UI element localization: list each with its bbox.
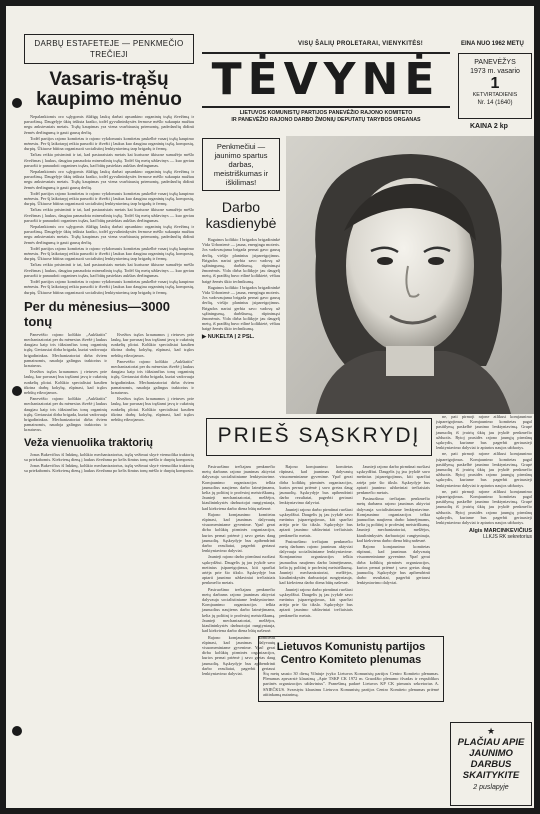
paragraph: Rajono komjaunimo komitetas rūpinasi, kad jaunimas dalyvautų visuomeniniame gyvenime. Ypač gerai dirba kolūkių pirminės organizacijos, kurios pernai priėmė į savo gretas daug jaunuolių. Sąskrydyje bus apibendrinti darbo rezultatai, pagerbti geriausi lenktyniavimo dalyviai. xyxy=(202,511,276,554)
slogan: VISŲ ŠALIŲ PROLETARAI, VIENYKITĖS! xyxy=(298,41,424,47)
paragraph: Išvežtos trąšos kraunamos į rietuves prie laukų, kur pavasarį bus tręšiami javų ir cukrinių runkelių plotai. Kolūkio specialistai kasdien tikrina darbų kokybę, rūpinasi, kad trąšos nebūtų eikvojamos. xyxy=(111,331,194,358)
right-column xyxy=(436,414,532,540)
portrait-photo xyxy=(286,136,534,414)
paragraph: Jonas Bukevičius iš Inkūnų, kolūkio mechanizatorius, trąšų vežimui skyrė vienuolika traktorių su priekabomis. Kiekvieną dieną į laukus išvežama po kelis šimtus tonų mėšlo ir durpių komposto. xyxy=(24,451,194,462)
paragraph: Rajono komjaunimo komitetas rūpinasi, kad jaunimas dalyvautų visuomeniniame gyvenime. Ypač gerai dirba kolūkių pirminės organizacijos, kurios pernai priėmė į savo gretas daug jaunuolių. Sąskrydyje bus apibendrinti darbo rezultatai, pagerbti geriausi lenktyniavimo dalyviai. xyxy=(202,634,276,676)
paragraph: Išvežtos trąšos kraunamos į rietuves prie laukų, kur pavasarį bus tręšiami javų ir cukrinių runkelių plotai. Kolūkio specialistai kasdien tikrina darbų kokybę, rūpinasi, kad trąšos nebūtų eikvojamos. xyxy=(24,369,107,395)
paragraph: Panevėžio rajono kolūkio „Aukštaitis" mechanizatoriai per du mėnesius išvežė į laukus daugiau kaip tris tūkstančius tonų organinių trąšų. Geriausiai dirba brigada, kuriai vadovauja brigadininkas. Mechanizatoriai dirba dviem pamainomis, naudoja galingus traktorius ir krautuvus. xyxy=(111,358,194,395)
feature-box: Penkmečiui — jaunimo spartus darbas, meistriškumas ir iškilimas! xyxy=(202,138,280,191)
left-article-3-body xyxy=(24,452,194,474)
paragraph: Nepalankiomis oro sąlygomis išūžigę laukų darbai apsunkino organinių trąšų išvežimą ir paruošimą. Daugelyje ūkių trūksta kraiko, todėl gyvulininkystės fermose mėšlo sukaupta mažiau negu ankstesniais metais. Trąšų kaupimas yra viena svarbiausių priemonių, padedančių didinti žemės derlingumą ir gauti gausų derlių. xyxy=(24,169,194,190)
paragraph: Tačiau reikia prisiminti ir tai, kad pastaraisiais metais kai kuriuose ūkiuose sumažėjo mėšlo išvežimas į laukus, daugiau panaudota mineralinių trąšų. Todėl šių metų uždavinys — kuo geriau paruošti ir panaudoti organines trąšas, kad būtų pasiektas aukštas derlingumas. xyxy=(24,152,194,168)
paragraph: Jaunieji rajono darbo pirmūnai ruošiasi sąskrydžiui. Daugelis jų jau įvykdė savo metinius įsipareigojimus, kiti sparčiai artėja prie šio tikslo. Sąskrydyje bus aptarti jaunimo uždaviniai trečiaisiais penkmečio metais. xyxy=(279,506,353,538)
text-column xyxy=(111,332,194,434)
newspaper-title: TĖVYNĖ xyxy=(202,52,450,108)
paragraph: Jaunieji rajono darbo pirmūnai ruošiasi sąskrydžiui. Daugelis jų jau įvykdė savo metinius įsipareigojimus, kiti sparčiai artėja prie šio tikslo. Sąskrydyje bus aptarti jaunimo uždaviniai trečiaisiais penkmečio metais. xyxy=(356,464,430,496)
punch-hole xyxy=(12,386,22,396)
plenum-box xyxy=(258,636,444,702)
paragraph: Rajono komjaunimo komitetas rūpinasi, kad jaunimas dalyvautų visuomeniniame gyvenime. Ypač gerai dirba kolūkių pirminės organizacijos, kurios pernai priėmė į savo gretas daug jaunuolių. Sąskrydyje bus apibendrinti darbo rezultatai, pagerbti geriausi lenktyniavimo dalyviai. xyxy=(356,544,430,586)
issue-number: Nr. 14 (1640) xyxy=(477,100,513,106)
price-label: KAINA 2 kp xyxy=(470,123,508,130)
feature-column xyxy=(202,138,280,340)
paragraph: Rajono komjaunimo komitetas rūpinasi, kad jaunimas dalyvautų visuomeniniame gyvenime. Ypač gerai dirba kolūkių pirminės organizacijos, kurios pernai priėmė į savo gretas daug jaunuolių. Sąskrydyje bus apibendrinti darbo rezultatai, pagerbti geriausi lenktyniavimo dalyviai. xyxy=(279,464,353,506)
issue-box xyxy=(458,53,532,119)
paragraph: Pasiruošimo trečiajam penkmečio metų darbams rajono jaunimas aktyviai dalyvauja socialistiniame lenktyniavime. Komjaunimo organizacijos telkia jaunuolius naujiems darbo laimėjimams, kelia jų politinį ir profesinį meistriškumą. Jaunieji mechanizatoriai, melžėjos, kiaulininkystės darbuotojai rungtyniauja, kad kiekviena darbo diena būtų našesnė. xyxy=(202,464,276,511)
relay-box: DARBŲ ESTAFETEJE — PENKMEČIO TREČIEJI xyxy=(24,34,194,64)
left-headline: Vasaris-trąšų kaupimo mėnuo xyxy=(36,69,182,110)
paragraph: Nepalankiomis oro sąlygomis išūžigę laukų darbai apsunkino organinių trąšų išvežimą ir paruošimą. Daugelyje ūkių trūksta kraiko, todėl gyvulininkystės fermose mėšlo sukaupta mažiau negu ankstesniais metais. Trąšų kaupimas yra viena svarbiausių priemonių, padedančių didinti žemės derlingumą ir gauti gausų derlių. xyxy=(24,114,194,135)
paragraph: Todėl partijos rajono komitetas ir rajono vykdomasis komitetas paskelbė vasarį trąšų kaupimo mėnesiu. Per šį laikotarpį reikia paruošti ir išvežti į laukus kuo daugiau organinių trąšų, kompostų, durpių. Ūkiuose būtina organizuoti socialistinį lenktyniavimą tarp brigadų ir fermų. xyxy=(24,245,194,262)
signature-role: LLKJS RK sekretorius xyxy=(483,534,532,541)
issue-city: PANEVĖŽYS xyxy=(474,59,516,66)
masthead-subtitle-2: IR PANEVĖŽIO RAJONO DARBO ŽMONIŲ DEPUTATŲ TARYBOS ORGANAS xyxy=(231,117,421,123)
paragraph: Pasiruošimo trečiajam penkmečio metų darbams rajono jaunimas aktyviai dalyvauja socialistiniame lenktyniavime. Komjaunimo organizacijos telkia jaunuolius naujiems darbo laimėjimams, kelia jų politinį ir profesinį meistriškumą. Jaunieji mechanizatoriai, melžėjos, kiaulininkystės darbuotojai rungtyniauja, kad kiekviena darbo diena būtų našesnė. xyxy=(279,538,353,586)
paragraph: Tačiau reikia prisiminti ir tai, kad pastaraisiais metais kai kuriuose ūkiuose sumažėjo mėšlo išvežimas į laukus, daugiau panaudota mineralinių trąšų. Todėl šių metų uždavinys — kuo geriau paruošti ir panaudoti organines trąšas, kad būtų pasiektas aukštas derlingumas. xyxy=(24,207,194,223)
punch-hole xyxy=(12,726,22,736)
paragraph: Todėl partijos rajono komitetas ir rajono vykdomasis komitetas paskelbė vasarį trąšų kaupimo mėnesiu. Per šį laikotarpį reikia paruošti ir išvežti į laukus kuo daugiau organinių trąšų, kompostų, durpių. Ūkiuose būtina organizuoti socialistinį lenktyniavimą tarp brigadų ir fermų. xyxy=(24,279,194,295)
paragraph: Jaunieji rajono darbo pirmūnai ruošiasi sąskrydžiui. Daugelis jų jau įvykdė savo metinius įsipareigojimus, kiti sparčiai artėja prie šio tikslo. Sąskrydyje bus aptarti jaunimo uždaviniai trečiaisiais penkmečio metais. xyxy=(202,554,276,586)
paragraph: ne, pati pirmoji rajone atlikusi komjaunimo įsipareigojimus. Komjaunimo komitetas pagal pasiūlymą paskelbė jaunimo lenktyniavimą. Grupė jaunuolių iš įvairių ūkių jau įvykdė penkmečio užduotis. Rytoj prasidės rajono jaunųjų pirmūnų sąskrydis, kuriame bus pagerbti geriausieji lenktyniavimo dalyviai ir aptartos naujos užduotys. xyxy=(436,488,532,526)
paragraph: Todėl partijos rajono komitetas ir rajono vykdomasis komitetas paskelbė vasarį trąšų kaupimo mėnesiu. Per šį laikotarpį reikia paruošti ir išvežti į laukus kuo daugiau organinių trąšų, kompostų, durpių. Ūkiuose būtina organizuoti socialistinį lenktyniavimą tarp brigadų ir fermų. xyxy=(24,190,194,207)
left-article-body xyxy=(24,114,194,295)
paragraph: Panevėžio rajono kolūkio „Aukštaitis" mechanizatoriai per du mėnesius išvežė į laukus daugiau kaip tris tūkstančius tonų organinių trąšų. Geriausiai dirba brigada, kuriai vadovauja brigadininkas. Mechanizatoriai dirba dviem pamainomis, naudoja galingus traktorius ir krautuvus. xyxy=(24,396,107,433)
article-signature: Algis MARCINKEVIČIUS xyxy=(469,528,532,535)
masthead xyxy=(202,52,450,124)
paragraph: Išvežtos trąšos kraunamos į rietuves prie laukų, kur pavasarį bus tręšiami javų ir cukrinių runkelių plotai. Kolūkio specialistai kasdien tikrina darbų kokybę, rūpinasi, kad trąšos nebūtų eikvojamos. xyxy=(111,396,194,422)
paragraph: Pasiruošimo trečiajam penkmečio metų darbams rajono jaunimas aktyviai dalyvauja socialistiniame lenktyniavime. Komjaunimo organizacijos telkia jaunuolius naujiems darbo laimėjimams, kelia jų politinį ir profesinį meistriškumą. Jaunieji mechanizatoriai, melžėjos, kiaulininkystės darbuotojai rungtyniauja, kad kiekviena darbo diena būtų našesnė. xyxy=(202,586,276,634)
text-column xyxy=(24,332,107,434)
newspaper-page xyxy=(6,6,534,808)
main-headline: PRIEŠ SĄSKRYDĮ xyxy=(206,418,432,456)
left-two-columns xyxy=(24,332,194,434)
left-headline-2: Per du mėnesius—3000 tonų xyxy=(24,298,170,329)
feature-title: Darbo kasdienybė xyxy=(205,199,277,231)
paragraph: Pasiruošimo trečiajam penkmečio metų darbams rajono jaunimas aktyviai dalyvauja socialistiniame lenktyniavime. Komjaunimo organizacijos telkia jaunuolius naujiems darbo laimėjimams, kelia jų politinį ir profesinį meistriškumą. Jaunieji mechanizatoriai, melžėjos, kiaulininkystės darbuotojai rungtyniauja, kad kiekviena darbo diena būtų našesnė. xyxy=(356,496,430,543)
issue-weekday: KETVIRTADIENIS xyxy=(472,92,518,98)
promo-text: PLAČIAU APIE JAUNIMO DARBUS SKAITYKITE xyxy=(457,737,525,781)
paragraph: Tačiau reikia prisiminti ir tai, kad pastaraisiais metais kai kuriuose ūkiuose sumažėjo mėšlo išvežimas į laukus, daugiau panaudota mineralinių trąšų. Todėl šių metų uždavinys — kuo geriau paruošti ir panaudoti organines trąšas, kad būtų pasiektas aukštas derlingumas. xyxy=(24,262,194,278)
feature-body xyxy=(202,237,280,332)
paragraph: Todėl partijos rajono komitetas ir rajono vykdomasis komitetas paskelbė vasarį trąšų kaupimo mėnesiu. Per šį laikotarpį reikia paruošti ir išvežti į laukus kuo daugiau organinių trąšų, kompostų, durpių. Ūkiuose būtina organizuoti socialistinį lenktyniavimą tarp brigadų ir fermų. xyxy=(24,135,194,152)
plenum-body: Šių metų sausio 30 dieną Vilniuje įvyko Lietuvos Komunistų partijos Centro Komiteto plenumas. Plenumas apsvarstė klausimą „Apie TSKP CK 1972 m. Gruodžio plenumo išvadas ir respublikos partinės organizacijos uždavinius". Pranešimą padarė Lietuvos KP CK pirmasis sekretorius A. SNIEČKUS. Svarstytu klausimu Lietuvos Komunistų partijos Centro Komiteto plenumas priėmė atitinkamą nutarimą. xyxy=(263,671,439,697)
plenum-title: Lietuvos Komunistų partijos Centro Komiteto plenumas xyxy=(276,641,426,666)
masthead-subtitle-1: LIETUVOS KOMUNISTŲ PARTIJOS PANEVĖŽIO RAJONO KOMITETO xyxy=(239,110,413,116)
portrait-image xyxy=(286,136,534,414)
paragraph: Panevėžio rajono kolūkio „Aukštaitis" mechanizatoriai per du mėnesius išvežė į laukus daugiau kaip tris tūkstančius tonų organinių trąšų. Geriausiai dirba brigada, kuriai vadovauja brigadininkas. Mechanizatoriai dirba dviem pamainomis, naudoja galingus traktorius ir krautuvus. xyxy=(24,331,107,368)
issue-day: 1 xyxy=(490,75,500,92)
star-icon: ★ xyxy=(486,726,496,736)
promo-box xyxy=(450,722,532,806)
issue-date: 1973 m. vasario xyxy=(470,68,520,75)
paragraph: Ragainos kolūkio I brigados brigadininkė Vida Urbonienė — jauna, energinga moteris. Jos vadovaujama brigada pernai gavo gausų derlių, viršijo planinius įsipareigojimus. Brigados nariai gerbia savo vadovę už sąžiningumą, darbštumą, rūpinimąsi žmonėmis. Vida dirba kolūkyje jau daugelį metų, iš pradžių buvo eilinė kolūkietė, vėliau baigė žemės ūkio technikumą. xyxy=(202,284,280,332)
paragraph: Jonas Bukevičius iš Inkūnų, kolūkio mechanizatorius, trąšų vežimui skyrė vienuolika traktorių su priekabomis. Kiekvieną dieną į laukus išvežama po kelis šimtus tonų mėšlo ir durpių komposto. xyxy=(24,462,194,474)
paragraph: ne, pati pirmoji rajone atlikusi komjaunimo įsipareigojimus. Komjaunimo komitetas pagal pasiūlymą paskelbė jaunimo lenktyniavimą. Grupė jaunuolių iš įvairių ūkių jau įvykdė penkmečio užduotis. Rytoj prasidės rajono jaunųjų pirmūnų sąskrydis, kuriame bus pagerbti geriausieji lenktyniavimo dalyviai ir aptartos naujos užduotys. xyxy=(436,451,532,488)
paragraph: Ragainos kolūkio I brigados brigadininkė Vida Urbonienė — jauna, energinga moteris. Jos vadovaujama brigada pernai gavo gausų derlių, viršijo planinius įsipareigojimus. Brigados nariai gerbia savo vadovę už sąžiningumą, darbštumą, rūpinimąsi žmonėmis. Vida dirba kolūkyje jau daugelį metų, iš pradžių buvo eilinė kolūkietė, vėliau baigė žemės ūkio technikumą. xyxy=(202,237,280,284)
punch-hole xyxy=(12,98,22,108)
left-column xyxy=(24,34,194,474)
paragraph: Jaunieji rajono darbo pirmūnai ruošiasi sąskrydžiui. Daugelis jų jau įvykdė savo metinius įsipareigojimus, kiti sparčiai artėja prie šio tikslo. Sąskrydyje bus aptarti jaunimo uždaviniai trečiaisiais penkmečio metais. xyxy=(279,586,353,618)
paragraph: Nepalankiomis oro sąlygomis išūžigę laukų darbai apsunkino organinių trąšų išvežimą ir paruošimą. Daugelyje ūkių trūksta kraiko, todėl gyvulininkystės fermose mėšlo sukaupta mažiau negu ankstesniais metais. Trąšų kaupimas yra viena svarbiausių priemonių, padedančių didinti žemės derlingumą ir gauti gausų derlių. xyxy=(24,224,194,245)
text-column xyxy=(436,414,532,525)
left-headline-3: Veža vienuolika traktorių xyxy=(24,436,153,449)
promo-page: 2 puslapyje xyxy=(473,784,509,791)
since-label: EINA NUO 1962 METŲ xyxy=(461,41,524,47)
paragraph: ne, pati pirmoji rajone atlikusi komjaunimo įsipareigojimus. Komjaunimo komitetas pagal pasiūlymą paskelbė jaunimo lenktyniavimą. Grupė jaunuolių iš įvairių ūkių jau įvykdė penkmečio užduotis. Rytoj prasidės rajono jaunųjų pirmūnų sąskrydis, kuriame bus pagerbti geriausieji lenktyniavimo dalyviai ir aptartos naujos užduotys. xyxy=(436,414,532,451)
continued-note: ▶ NUKELTA Į 2 PSL. xyxy=(202,333,255,340)
